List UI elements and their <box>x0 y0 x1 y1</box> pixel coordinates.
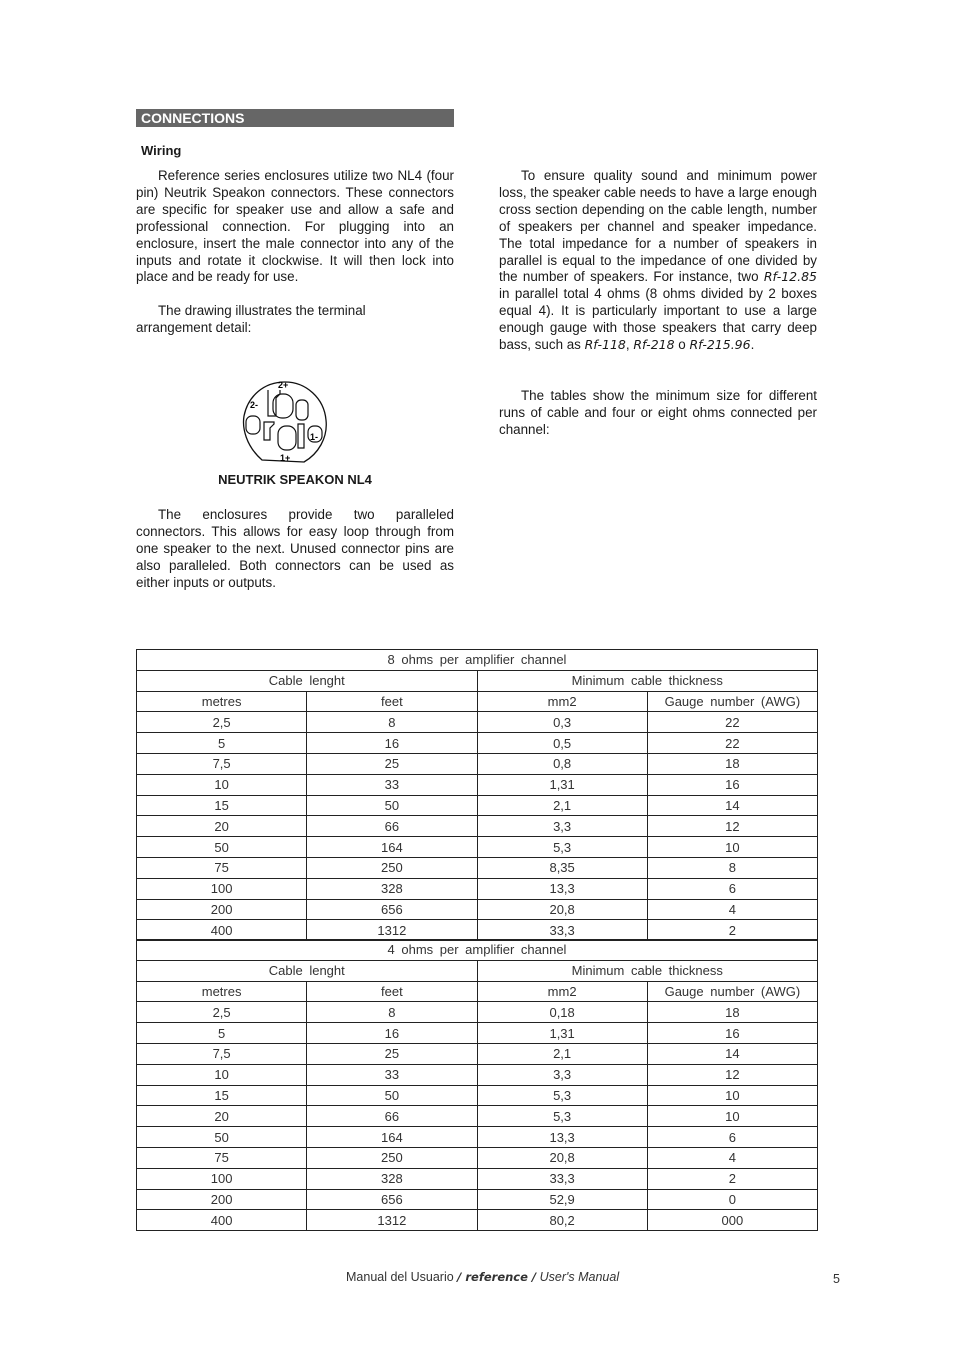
table-cell: 2,5 <box>137 1002 307 1023</box>
table-cell: 8 <box>307 712 477 733</box>
table-cell: 33 <box>307 774 477 795</box>
table-cell: 3,3 <box>477 1064 647 1085</box>
table-cell: 10 <box>647 1106 817 1127</box>
model-rf-215-96: Rf-215.96 <box>689 337 751 353</box>
column-header: feet <box>307 691 477 712</box>
column-header: metres <box>137 981 307 1002</box>
table-cell: 13,3 <box>477 1127 647 1148</box>
table-cell: 10 <box>137 774 307 795</box>
connector-caption: NEUTRIK SPEAKON NL4 <box>218 472 372 487</box>
table-cell: 5 <box>137 733 307 754</box>
table-cell: 656 <box>307 1189 477 1210</box>
table-row <box>137 1127 818 1148</box>
table-title-row <box>137 940 818 961</box>
table-cell: 50 <box>137 1127 307 1148</box>
pin-label-2-plus: 2+ <box>278 380 289 390</box>
table-cell: 75 <box>137 857 307 878</box>
table-row <box>137 1189 818 1210</box>
table-row <box>137 857 818 878</box>
column-header: metres <box>137 691 307 712</box>
table-cell: 7,5 <box>137 1043 307 1064</box>
table-cell: 66 <box>307 1106 477 1127</box>
table-cell: 18 <box>647 1002 817 1023</box>
table-row <box>137 733 818 754</box>
table-cell: 20 <box>137 1106 307 1127</box>
table-cell: 33,3 <box>477 920 647 941</box>
table-cell: 52,9 <box>477 1189 647 1210</box>
table-cell: 400 <box>137 920 307 941</box>
table-cell: 50 <box>307 1085 477 1106</box>
table-cell: 1,31 <box>477 1023 647 1044</box>
table-row <box>137 1168 818 1189</box>
table-cell: 2,1 <box>477 795 647 816</box>
pin-label-2-minus: 2- <box>250 400 259 410</box>
table-cell: 80,2 <box>477 1210 647 1231</box>
group-header-cable-length: Cable lenght <box>137 670 478 691</box>
table-cell: 1312 <box>307 920 477 941</box>
table-group-header-row <box>137 670 818 691</box>
table-cell: 0,18 <box>477 1002 647 1023</box>
table-row <box>137 1106 818 1127</box>
speakon-connector-diagram <box>240 378 330 466</box>
table-title-row <box>137 650 818 671</box>
table-cell: 0 <box>647 1189 817 1210</box>
table-cell: 4 <box>647 899 817 920</box>
table-row <box>137 774 818 795</box>
table-cell: 5 <box>137 1023 307 1044</box>
table-row <box>137 1064 818 1085</box>
table-cell: 1312 <box>307 1210 477 1231</box>
table-cell: 0,5 <box>477 733 647 754</box>
table-cell: 200 <box>137 899 307 920</box>
table-cell: 22 <box>647 712 817 733</box>
table-cell: 10 <box>647 1085 817 1106</box>
table-cell: 14 <box>647 795 817 816</box>
page-footer: Manual del Usuario / reference / User's Manual <box>346 1270 620 1284</box>
table-cell: 8 <box>647 857 817 878</box>
table-cell: 656 <box>307 899 477 920</box>
table-title: 8 ohms per amplifier channel <box>137 650 818 671</box>
wiring-paragraph-1: Reference series enclosures utilize two NL4 (four pin) Neutrik Speakon connectors. These connectors are specific for speaker use and allow a safe and professional connection. For plugging into an enclosure, insert the male connector into any of the inputs and rotate it clockwise. It will then lock into place and be ready for use. <box>136 168 454 285</box>
table-cell: 33,3 <box>477 1168 647 1189</box>
table-cell: 12 <box>647 816 817 837</box>
table-cell: 20,8 <box>477 1147 647 1168</box>
table-cell: 6 <box>647 878 817 899</box>
table-cell: 16 <box>647 1023 817 1044</box>
table-cell: 250 <box>307 857 477 878</box>
table-row <box>137 795 818 816</box>
table-cell: 3,3 <box>477 816 647 837</box>
table-row <box>137 1023 818 1044</box>
wiring-paragraph-2: The drawing illustrates the terminal arrangement detail: <box>136 303 366 335</box>
table-cell: 14 <box>647 1043 817 1064</box>
table-row <box>137 1085 818 1106</box>
model-rf-218: Rf-218 <box>633 337 675 353</box>
table-cell: 0,3 <box>477 712 647 733</box>
table-row <box>137 1002 818 1023</box>
table-cell: 5,3 <box>477 837 647 858</box>
table-cell: 15 <box>137 795 307 816</box>
model-rf-12-85: Rf-12.85 <box>763 269 817 285</box>
table-cell: 8,35 <box>477 857 647 878</box>
table-cell: 20,8 <box>477 899 647 920</box>
table-cell: 2 <box>647 1168 817 1189</box>
table-cell: 000 <box>647 1210 817 1231</box>
table-cell: 7,5 <box>137 753 307 774</box>
table-cell: 1,31 <box>477 774 647 795</box>
table-cell: 100 <box>137 878 307 899</box>
table-cell: 50 <box>137 837 307 858</box>
model-rf-118: Rf-118 <box>584 337 626 353</box>
impedance-paragraph-1: To ensure quality sound and minimum power loss, the speaker cable needs to have a large enough cross section depending on the cable length, number of speakers per channel and speaker impedance. The total impedance for a number of speakers in parallel is equal to the impedance of one divided by the number of speakers. For instance, two Rf-12.85 in parallel total 4 ohms (8 ohms divided by 2 boxes equal 4). It is particularly important to use a large enough gauge with those speakers that carry deep bass, such as Rf-118, Rf-218 o Rf-215.96. <box>499 168 817 353</box>
table-title: 4 ohms per amplifier channel <box>137 940 818 961</box>
table-cell: 164 <box>307 837 477 858</box>
table-cell: 25 <box>307 753 477 774</box>
table-8-ohms <box>136 649 818 941</box>
table-cell: 75 <box>137 1147 307 1168</box>
section-heading: CONNECTIONS <box>136 109 454 127</box>
table-row <box>137 920 818 941</box>
table-cell: 12 <box>647 1064 817 1085</box>
table-row <box>137 753 818 774</box>
table-row <box>137 837 818 858</box>
table-row <box>137 878 818 899</box>
group-header-cable-thickness: Minimum cable thickness <box>477 960 818 981</box>
column-header: feet <box>307 981 477 1002</box>
table-4-ohms <box>136 939 818 1231</box>
page-number: 5 <box>833 1272 840 1286</box>
table-cell: 10 <box>647 837 817 858</box>
column-header: mm2 <box>477 691 647 712</box>
table-cell: 16 <box>647 774 817 795</box>
table-cell: 10 <box>137 1064 307 1085</box>
table-cell: 400 <box>137 1210 307 1231</box>
table-cell: 13,3 <box>477 878 647 899</box>
table-cell: 328 <box>307 878 477 899</box>
pin-label-1-minus: 1- <box>310 432 319 442</box>
table-cell: 18 <box>647 753 817 774</box>
table-row <box>137 899 818 920</box>
column-header: Gauge number (AWG) <box>647 691 817 712</box>
table-cell: 50 <box>307 795 477 816</box>
table-row <box>137 712 818 733</box>
table-cell: 15 <box>137 1085 307 1106</box>
group-header-cable-thickness: Minimum cable thickness <box>477 670 818 691</box>
table-cell: 33 <box>307 1064 477 1085</box>
table-cell: 0,8 <box>477 753 647 774</box>
table-cell: 16 <box>307 733 477 754</box>
table-cell: 164 <box>307 1127 477 1148</box>
column-header: Gauge number (AWG) <box>647 981 817 1002</box>
table-cell: 100 <box>137 1168 307 1189</box>
table-cell: 66 <box>307 816 477 837</box>
table-cell: 2 <box>647 920 817 941</box>
table-column-header-row <box>137 981 818 1002</box>
table-cell: 328 <box>307 1168 477 1189</box>
table-column-header-row <box>137 691 818 712</box>
table-cell: 2,1 <box>477 1043 647 1064</box>
table-row <box>137 1210 818 1231</box>
table-cell: 250 <box>307 1147 477 1168</box>
table-cell: 16 <box>307 1023 477 1044</box>
table-cell: 20 <box>137 816 307 837</box>
wiring-paragraph-3: The enclosures provide two paralleled connectors. This allows for easy loop through from one speaker to the next. Unused connector pins are also paralleled. Both connectors can be used as either inputs or outputs. <box>136 507 454 590</box>
wiring-heading: Wiring <box>141 143 182 158</box>
impedance-paragraph-2: The tables show the minimum size for different runs of cable and four or eight ohms connected per channel: <box>499 388 817 437</box>
column-header: mm2 <box>477 981 647 1002</box>
table-cell: 5,3 <box>477 1085 647 1106</box>
table-cell: 22 <box>647 733 817 754</box>
table-cell: 2,5 <box>137 712 307 733</box>
table-cell: 6 <box>647 1127 817 1148</box>
table-group-header-row <box>137 960 818 981</box>
table-cell: 200 <box>137 1189 307 1210</box>
pin-label-1-plus: 1+ <box>280 453 291 463</box>
table-row <box>137 1043 818 1064</box>
table-row <box>137 816 818 837</box>
group-header-cable-length: Cable lenght <box>137 960 478 981</box>
table-cell: 8 <box>307 1002 477 1023</box>
table-row <box>137 1147 818 1168</box>
table-cell: 5,3 <box>477 1106 647 1127</box>
table-cell: 25 <box>307 1043 477 1064</box>
table-cell: 4 <box>647 1147 817 1168</box>
